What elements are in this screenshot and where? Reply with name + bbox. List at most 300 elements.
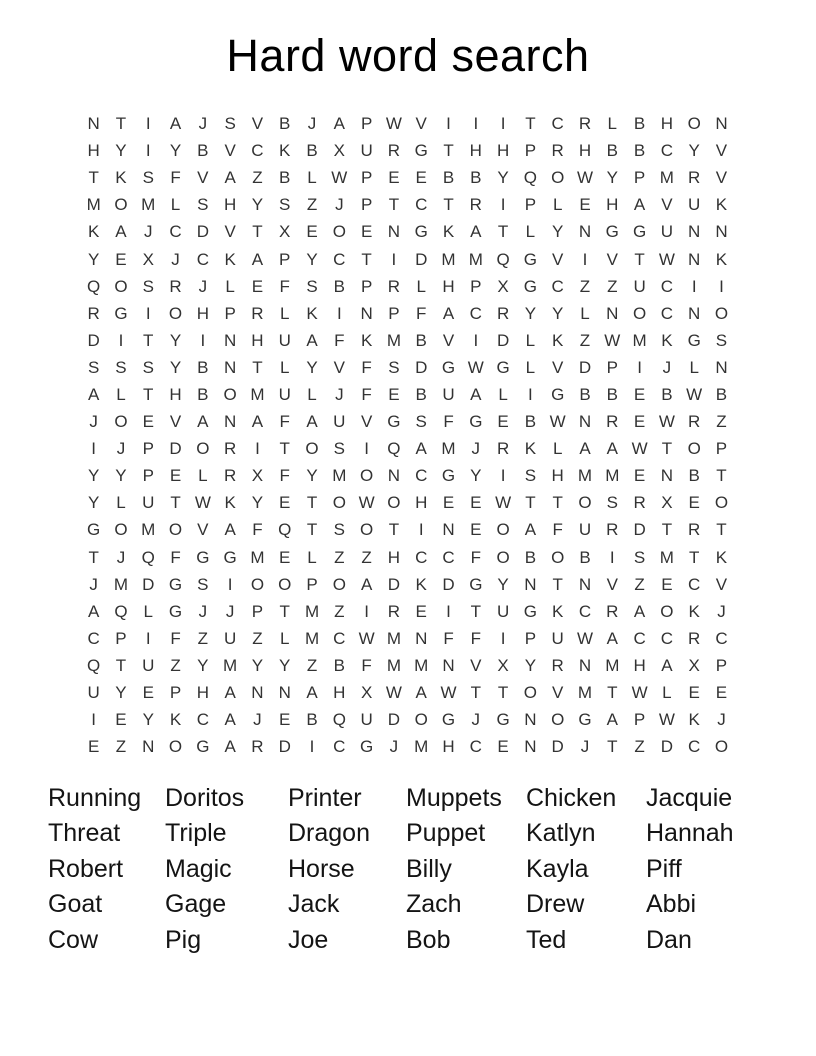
grid-cell: Y [197,655,209,675]
grid-cell: B [633,114,646,134]
grid-cell: J [143,222,153,242]
grid-cell: Y [87,466,100,486]
grid-cell: L [116,384,126,404]
grid-cell: E [633,384,646,404]
grid-cell: K [224,249,236,269]
grid-cell: Z [252,628,263,648]
grid-cell: D [415,357,428,377]
grid-cell: Z [334,601,345,621]
grid-cell: U [360,710,373,730]
grid-cell: O [250,574,265,594]
grid-cell: R [251,737,264,757]
grid-cell: O [196,439,210,459]
grid-cell: D [633,520,646,540]
grid-cell: I [145,141,151,161]
grid-cell: N [606,303,619,323]
grid-cell: O [360,466,374,486]
grid-cell: U [660,222,674,242]
grid-cell: Q [496,249,510,269]
grid-cell: M [632,330,647,350]
grid-cell: N [524,737,537,757]
grid-cell: T [388,520,400,540]
grid-cell: T [716,466,727,486]
grid-cell: V [224,222,236,242]
grid-cell: O [360,520,374,540]
grid-cell: P [715,439,728,459]
grid-cell: U [223,628,237,648]
word-list-item: Running [48,784,142,812]
grid-cell: E [661,574,673,594]
grid-cell: J [116,439,126,459]
word-list-item: Threat [48,819,121,848]
grid-cell: D [578,357,592,377]
grid-cell: M [113,574,129,594]
grid-cell: J [471,439,481,459]
grid-cell: P [524,141,537,161]
grid-cell: G [360,737,374,757]
grid-cell: G [496,357,510,377]
grid-cell: I [473,330,479,350]
grid-cell: C [633,628,646,648]
grid-cell: A [333,114,345,134]
grid-cell: D [387,574,401,594]
grid-cell: Y [169,141,182,161]
grid-cell: V [606,249,618,269]
word-list-item: Pig [165,925,202,954]
grid-cell: S [606,493,618,513]
grid-cell: O [414,710,428,730]
grid-cell: O [714,303,729,323]
grid-cell: B [415,384,427,404]
grid-cell: G [578,710,592,730]
grid-cell: B [306,141,318,161]
grid-cell: N [715,222,728,242]
grid-cell: N [442,520,455,540]
grid-cell: I [473,114,479,134]
grid-cell: G [441,710,456,730]
grid-cell: T [470,601,481,621]
grid-cell: L [279,628,290,648]
grid-cell: P [279,249,291,269]
grid-cell: R [496,439,510,459]
grid-cell: Y [606,168,618,188]
word-list-column [646,781,746,958]
grid-cell: E [442,493,455,513]
word-list-item: Piff [646,854,682,883]
grid-cell: V [251,114,264,134]
grid-cell: O [496,547,510,567]
grid-cell: R [606,601,619,621]
grid-cell: N [223,330,237,350]
grid-cell: T [252,357,263,377]
grid-cell: H [169,384,182,404]
grid-cell: C [415,466,428,486]
grid-cell: I [91,439,97,459]
grid-cell: A [251,249,264,269]
grid-cell: W [658,710,675,730]
grid-cell: T [443,141,454,161]
grid-cell: X [142,249,154,269]
grid-cell: R [688,412,701,432]
grid-cell: M [332,466,347,486]
grid-cell: R [551,141,564,161]
grid-cell: N [688,249,701,269]
grid-cell: M [386,330,401,350]
grid-cell: V [470,655,482,675]
grid-cell: T [252,222,263,242]
word-list [48,781,746,958]
grid-cell: V [552,683,564,703]
grid-cell: B [633,141,646,161]
grid-cell: K [279,141,291,161]
grid-cell: I [391,249,397,269]
grid-cell: O [551,547,565,567]
grid-cell: S [142,357,154,377]
grid-cell: T [361,249,372,269]
grid-cell: L [279,303,290,323]
grid-cell: L [525,357,536,377]
grid-cell: E [579,195,591,215]
word-list-item: Doritos [165,784,245,812]
grid-cell: O [332,493,346,513]
grid-cell: O [114,195,128,215]
grid-cell: B [606,141,618,161]
grid-cell: V [333,357,345,377]
grid-cell: P [633,168,646,188]
grid-cell: J [580,737,590,757]
grid-cell: R [578,114,592,134]
grid-cell: Z [579,276,591,296]
grid-cell: R [688,168,701,188]
grid-cell: F [416,303,427,323]
grid-cell: E [470,493,482,513]
grid-cell: F [552,520,563,540]
grid-cell: O [114,276,128,296]
grid-cell: K [688,710,700,730]
grid-cell: O [632,303,647,323]
grid-cell: C [442,547,455,567]
grid-cell: G [496,710,510,730]
grid-cell: O [168,520,183,540]
grid-cell: F [334,330,345,350]
grid-cell: B [197,384,209,404]
grid-cell: P [388,303,400,323]
grid-cell: S [333,520,345,540]
grid-cell: C [196,710,209,730]
grid-cell: E [688,493,700,513]
grid-cell: A [224,710,236,730]
grid-cell: R [223,439,237,459]
grid-cell: S [524,466,537,486]
grid-cell: T [688,547,700,567]
grid-cell: N [278,683,291,703]
grid-cell: O [714,493,729,513]
grid-cell: C [415,547,428,567]
grid-cell: W [631,439,648,459]
grid-cell: E [415,601,427,621]
grid-cell: A [306,330,318,350]
grid-cell: O [496,520,510,540]
grid-cell: W [358,493,375,513]
grid-cell: S [715,330,728,350]
grid-cell: K [552,330,564,350]
grid-cell: Q [87,655,101,675]
grid-cell: G [687,330,701,350]
grid-cell: Q [332,710,346,730]
grid-cell: E [470,520,482,540]
word-list-item: Goat [48,890,103,919]
word-list-item: Hannah [646,819,734,848]
grid-cell: I [528,384,533,404]
grid-cell: S [115,357,127,377]
word-list-item: Kayla [526,854,589,883]
grid-cell: J [307,114,317,134]
grid-cell: O [168,737,183,757]
grid-cell: W [658,412,675,432]
grid-cell: G [168,601,183,621]
grid-cell: T [497,683,509,703]
grid-cell: H [551,466,564,486]
grid-cell: M [414,737,429,757]
grid-cell: Z [334,547,345,567]
grid-cell: F [170,628,181,648]
grid-cell: U [333,412,346,432]
grid-cell: R [169,276,182,296]
grid-cell: J [717,710,726,730]
grid-cell: T [525,114,536,134]
grid-cell: F [279,412,290,432]
grid-cell: E [633,466,646,486]
grid-cell: U [278,384,291,404]
grid-cell: T [88,547,99,567]
grid-cell: C [660,276,674,296]
grid-cell: A [633,601,646,621]
grid-cell: L [307,547,317,567]
grid-cell: A [87,601,100,621]
grid-cell: V [606,574,618,594]
grid-cell: S [633,547,646,567]
grid-cell: O [114,520,128,540]
word-list-item: Joe [288,925,329,954]
grid-cell: X [497,655,509,675]
word-list-item: Gage [165,890,227,919]
grid-cell: S [142,168,154,188]
grid-cell: Y [279,655,291,675]
grid-cell: J [717,601,726,621]
grid-cell: K [524,439,537,459]
grid-cell: I [582,249,588,269]
grid-cell: M [468,249,483,269]
grid-cell: T [279,601,290,621]
grid-cell: T [279,439,290,459]
grid-cell: F [470,547,481,567]
puzzle-title: Hard word search [226,30,590,81]
grid-cell: C [660,628,674,648]
grid-cell: G [414,141,428,161]
grid-cell: W [549,412,566,432]
grid-cell: A [169,114,182,134]
grid-cell: W [467,357,484,377]
grid-cell: N [223,357,237,377]
grid-cell: T [661,520,673,540]
grid-cell: K [715,195,728,215]
word-list-item: Puppet [406,819,486,848]
grid-cell: G [469,574,483,594]
grid-cell: A [115,222,127,242]
grid-cell: R [688,628,701,648]
grid-cell: S [197,195,209,215]
grid-cell: Z [607,276,618,296]
grid-cell: X [360,683,373,703]
grid-cell: D [415,249,428,269]
grid-cell: C [333,249,346,269]
grid-cell: Y [306,249,318,269]
grid-cell: E [388,384,400,404]
grid-cell: T [525,493,536,513]
grid-cell: K [688,601,700,621]
grid-cell: Z [579,330,591,350]
grid-cell: D [142,574,155,594]
grid-cell: L [580,303,590,323]
grid-cell: I [500,195,506,215]
grid-cell: N [415,628,428,648]
grid-cell: N [524,574,537,594]
grid-cell: E [115,249,127,269]
grid-cell: W [194,493,211,513]
grid-cell: I [309,737,315,757]
grid-cell: I [364,601,369,621]
grid-cell: C [578,601,592,621]
grid-cell: A [360,574,373,594]
grid-cell: R [688,520,701,540]
grid-cell: A [633,195,646,215]
grid-cell: G [196,737,210,757]
grid-cell: H [196,683,209,703]
grid-cell: K [442,222,455,242]
grid-cell: G [196,547,210,567]
grid-cell: L [416,276,426,296]
grid-cell: A [224,520,236,540]
grid-cell: P [606,357,618,377]
grid-cell: E [169,466,182,486]
grid-cell: V [415,114,427,134]
grid-cell: M [304,601,320,621]
grid-cell: C [87,628,100,648]
word-list-item: Zach [406,890,462,919]
grid-cell: J [198,276,208,296]
grid-cell: I [227,574,233,594]
grid-cell: D [169,439,182,459]
grid-cell: G [87,520,101,540]
grid-cell: W [631,683,648,703]
grid-cell: I [446,601,451,621]
grid-cell: L [307,384,317,404]
grid-cell: A [224,168,236,188]
grid-cell: Y [251,195,264,215]
grid-cell: A [606,439,618,459]
grid-cell: D [196,222,209,242]
grid-cell: T [634,249,645,269]
grid-cell: H [333,683,346,703]
grid-cell: A [224,737,236,757]
grid-cell: O [714,737,729,757]
grid-cell: L [552,439,563,459]
grid-cell: P [715,655,728,675]
grid-cell: G [223,547,237,567]
grid-cell: Q [523,168,538,188]
grid-cell: I [255,439,260,459]
grid-cell: U [142,493,155,513]
grid-cell: V [715,141,728,161]
grid-cell: I [446,114,451,134]
grid-cell: E [415,168,427,188]
grid-cell: P [360,114,373,134]
grid-cell: P [142,439,154,459]
grid-cell: Q [114,601,128,621]
grid-cell: L [525,222,536,242]
grid-cell: J [198,114,208,134]
grid-cell: N [578,222,592,242]
grid-cell: E [688,683,700,703]
grid-cell: R [606,412,619,432]
grid-cell: C [333,737,346,757]
grid-cell: R [387,276,401,296]
grid-cell: Y [251,655,264,675]
grid-cell: B [661,384,673,404]
grid-cell: T [607,683,618,703]
grid-cell: V [360,412,373,432]
grid-cell: I [336,303,342,323]
grid-cell: W [440,683,457,703]
word-list-item: Magic [165,854,232,883]
grid-cell: I [609,547,615,567]
grid-cell: A [415,439,427,459]
grid-cell: R [496,303,510,323]
grid-cell: O [387,493,401,513]
grid-cell: V [552,357,564,377]
grid-cell: J [89,574,98,594]
grid-cell: J [662,357,672,377]
grid-cell: B [197,141,209,161]
grid-cell: Y [87,493,100,513]
grid-cell: G [441,466,456,486]
grid-cell: P [115,628,127,648]
grid-cell: L [143,601,153,621]
grid-cell: W [385,683,402,703]
grid-cell: O [332,222,346,242]
grid-cell: N [387,222,401,242]
grid-cell: O [551,710,565,730]
grid-cell: J [171,249,180,269]
grid-cell: B [306,710,318,730]
word-list-item: Jacquie [646,784,733,812]
grid-cell: M [86,195,101,215]
grid-cell: I [145,303,151,323]
grid-cell: C [551,276,564,296]
grid-cell: M [441,249,456,269]
grid-cell: K [169,710,182,730]
grid-cell: A [251,412,264,432]
grid-cell: S [333,439,345,459]
grid-cell: B [470,168,482,188]
grid-cell: Y [169,357,182,377]
grid-cell: H [496,141,510,161]
grid-cell: O [223,384,237,404]
grid-cell: B [442,168,455,188]
grid-cell: A [197,412,209,432]
grid-cell: T [470,683,481,703]
grid-cell: U [578,520,592,540]
